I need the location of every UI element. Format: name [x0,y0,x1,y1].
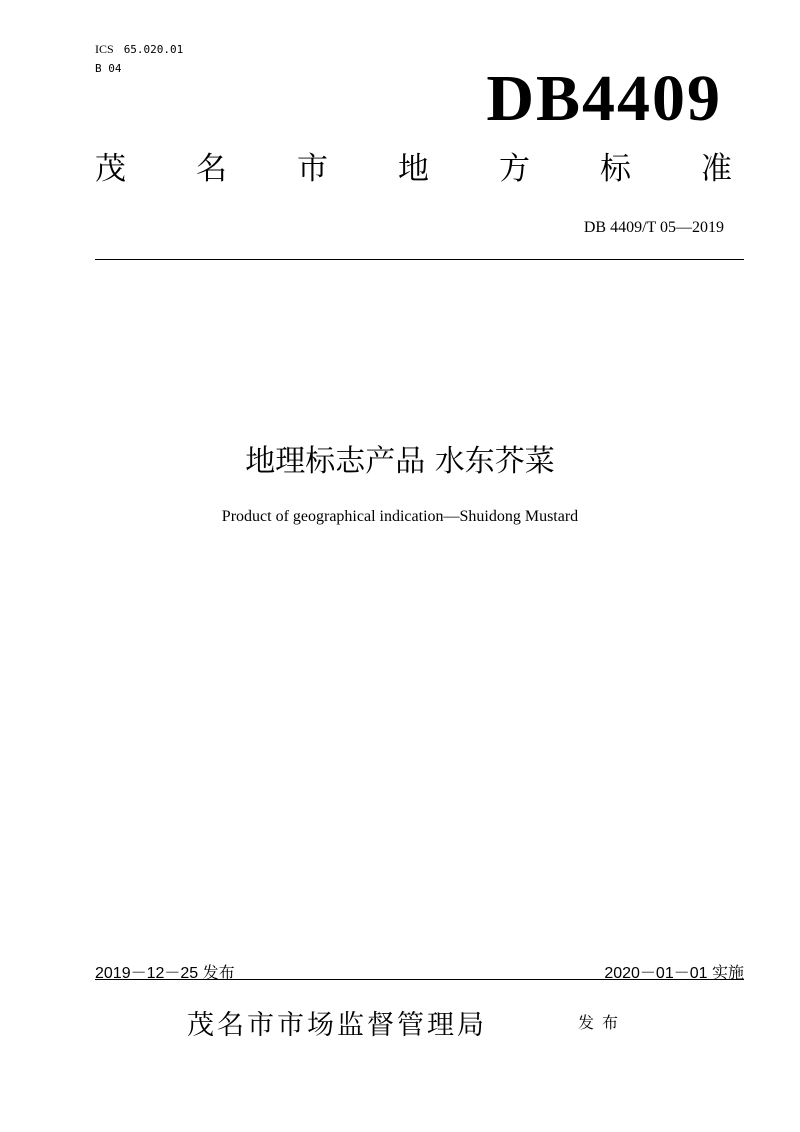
implement-label: 实施 [711,963,744,982]
classification-codes [95,40,183,78]
standard-type-heading [95,151,732,187]
issuing-authority: 茂名市市场监督管理局 [187,1010,487,1041]
footer-divider [95,979,744,980]
standard-type-char: 茂 [95,151,126,187]
standard-type-char: 准 [701,151,732,187]
release-label: 发布 [202,963,235,982]
ics-code: 65.020.01 [123,43,184,56]
issue-action: 发布 [578,1013,627,1032]
ccs-row [95,59,183,78]
ics-label: ICS [95,42,114,56]
standard-number: DB 4409/T 05—2019 [583,219,724,236]
standard-type-char: 名 [196,151,227,187]
standard-type-char: 标 [600,151,631,187]
ics-row [95,40,183,59]
document-title-zh: 地理标志产品 水东芥菜 [245,444,555,479]
release-date-value: 2019－12－25 [95,965,199,982]
standard-type-char: 市 [297,151,328,187]
standard-type-char: 地 [398,151,429,187]
implement-date-value: 2020－01－01 [604,965,708,982]
ccs-code: B 04 [95,62,122,75]
header-divider [95,259,744,260]
document-title-en: Product of geographical indication—Shuidong Mustard [221,508,579,525]
standard-logo: DB4409 [486,62,722,135]
standard-type-char: 方 [499,151,530,187]
